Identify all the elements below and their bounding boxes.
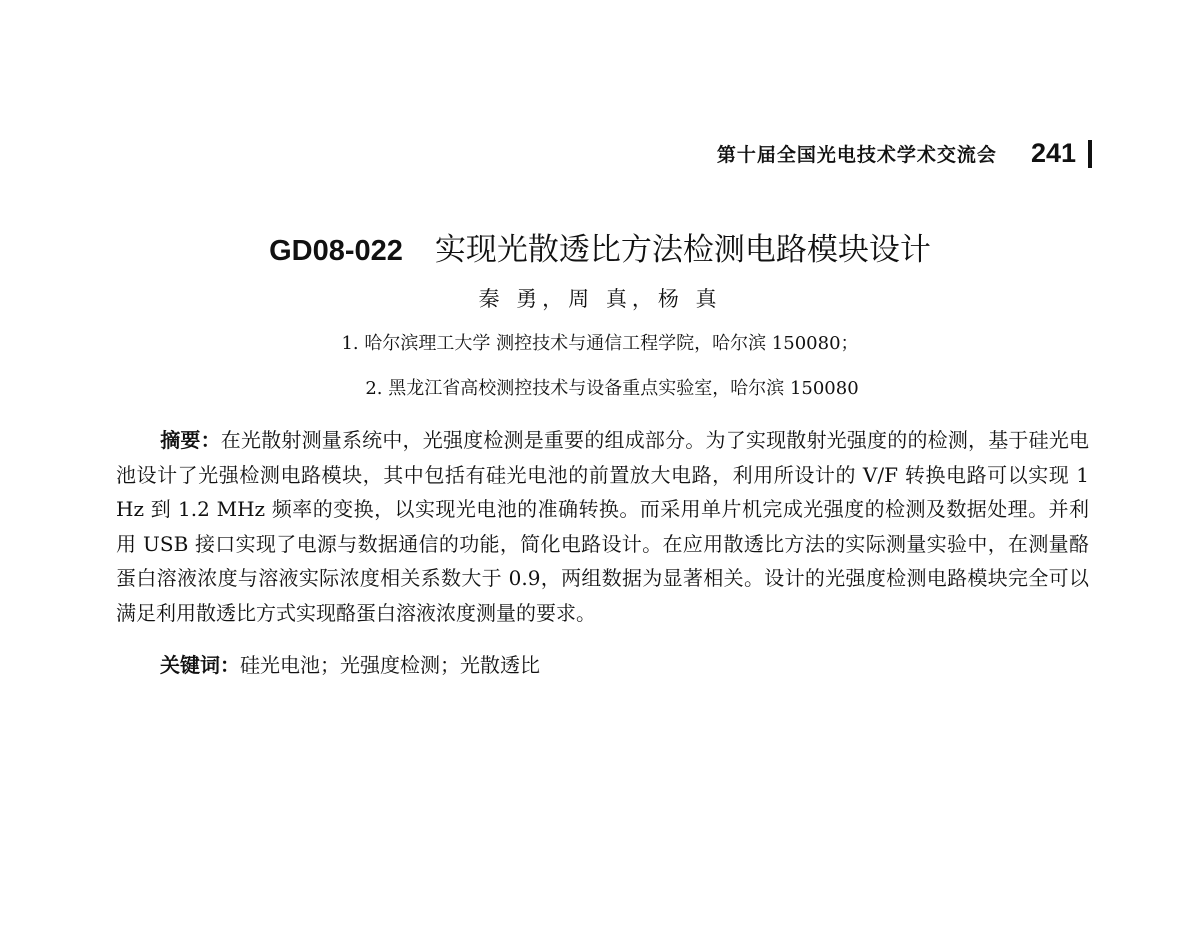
paper-title-text: 实现光散透比方法检测电路模块设计 bbox=[434, 232, 931, 268]
keywords-label: 关键词： bbox=[160, 653, 240, 677]
abstract-paragraph bbox=[116, 423, 1089, 630]
abstract-label: 摘要： bbox=[160, 428, 221, 452]
authors: 秦 勇，周 真，杨 真 bbox=[478, 287, 722, 311]
keywords-text: 硅光电池；光强度检测；光散透比 bbox=[240, 653, 540, 677]
abstract bbox=[116, 423, 1089, 630]
paper-code: GD08-022 bbox=[269, 235, 403, 267]
affiliation-2: 2. 黑龙江省高校测控技术与设备重点实验室，哈尔滨 150080 bbox=[365, 378, 859, 399]
abstract-text: 在光散射测量系统中，光强度检测是重要的组成部分。为了实现散射光强度的的检测，基于硅光电池设计了光强检测电路模块，其中包括有硅光电池的前置放大电路，利用所设计的 V/F 转换电路可以实现 1 Hz 到 1.2 MHz 频率的变换，以实现光电池的准确转换。而采用单片机完成光强度的检测及数据处理。并利用 USB 接口实现了电源与数据通信的功能，简化电路设计。在应用散透比方法的实际测量实验中，在测量酪蛋白溶液浓度与溶液实际浓度相关系数大于 0.9，两组数据为显著相关。设计的光强度检测电路模块完全可以满足利用散透比方式实现酪蛋白溶液浓度测量的要求。 bbox=[116, 428, 1090, 625]
running-header bbox=[717, 138, 1092, 169]
conference-name: 第十届全国光电技术学术交流会 bbox=[716, 144, 997, 166]
keywords bbox=[160, 648, 540, 683]
page-number-text: 241 bbox=[1030, 138, 1076, 168]
paper-title bbox=[0, 224, 1200, 269]
page-number-bar bbox=[1088, 140, 1092, 168]
page-number bbox=[1031, 138, 1092, 169]
affiliation-1: 1. 哈尔滨理工大学 测控技术与通信工程学院，哈尔滨 150080； bbox=[341, 333, 859, 354]
